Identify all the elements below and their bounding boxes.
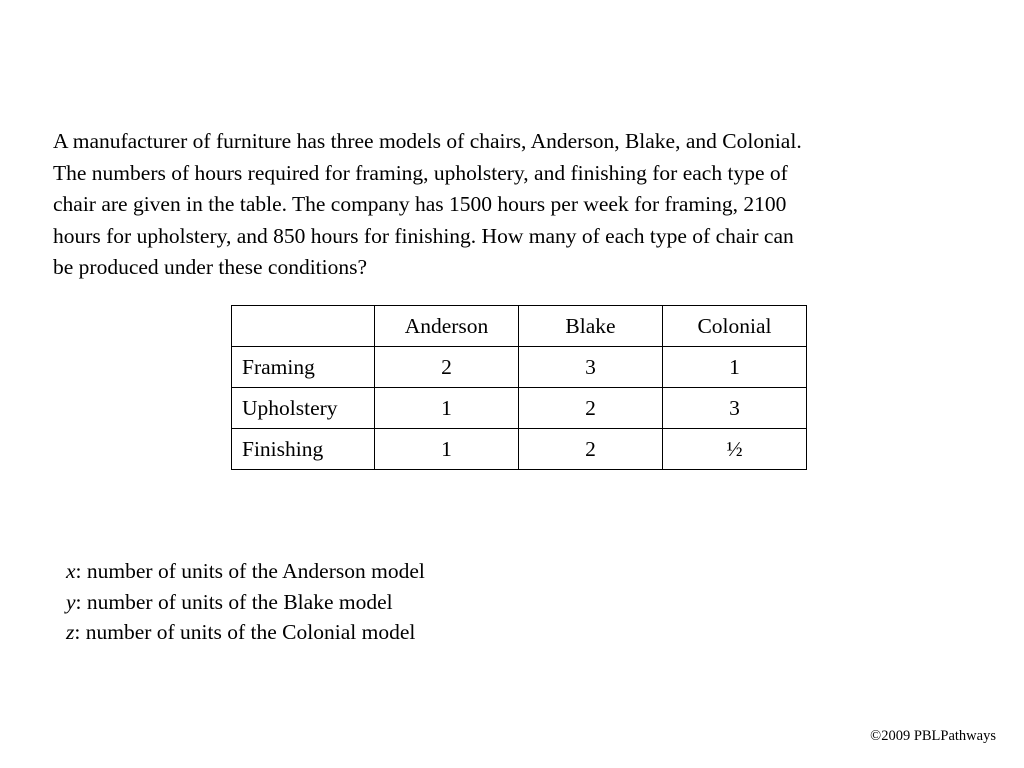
row-label-upholstery: Upholstery <box>232 388 375 429</box>
table-corner-cell <box>232 306 375 347</box>
column-header-blake: Blake <box>519 306 663 347</box>
column-header-anderson: Anderson <box>375 306 519 347</box>
table-cell: 2 <box>375 347 519 388</box>
problem-line: A manufacturer of furniture has three models of chairs, Anderson, Blake, and Colonial. <box>53 129 802 153</box>
variable-description: : number of units of the Colonial model <box>74 620 416 644</box>
table-cell: 1 <box>375 388 519 429</box>
table-header-row <box>232 306 807 347</box>
table-cell: 2 <box>519 429 663 470</box>
table-cell: 1 <box>375 429 519 470</box>
variable-definition-x <box>66 556 425 587</box>
table-row-upholstery <box>232 388 807 429</box>
row-label-framing: Framing <box>232 347 375 388</box>
table-cell: ½ <box>663 429 807 470</box>
table-cell: 1 <box>663 347 807 388</box>
variable-definitions <box>66 556 425 648</box>
variable-description: : number of units of the Blake model <box>75 589 393 614</box>
column-header-colonial: Colonial <box>663 306 807 347</box>
problem-line: be produced under these conditions? <box>53 255 368 280</box>
copyright-notice: ©2009 PBLPathways <box>870 728 996 744</box>
table-cell: 2 <box>519 388 663 429</box>
hours-table <box>231 305 807 470</box>
problem-line: hours for upholstery, and 850 hours for finishing. How many of each type of chair can <box>53 223 794 248</box>
problem-line: The numbers of hours required for framing, upholstery, and finishing for each type of <box>53 160 788 185</box>
table-cell: 3 <box>663 388 807 429</box>
variable-symbol: x <box>66 559 76 583</box>
problem-statement <box>53 126 973 284</box>
table-row-framing <box>232 347 807 388</box>
variable-symbol: y <box>66 589 76 614</box>
table-row-finishing <box>232 429 807 470</box>
variable-description: : number of units of the Anderson model <box>75 559 425 583</box>
problem-line: chair are given in the table. The company has 1500 hours per week for framing, 2100 <box>53 192 787 217</box>
variable-symbol: z <box>66 620 75 644</box>
row-label-finishing: Finishing <box>232 429 375 470</box>
table-cell: 3 <box>519 347 663 388</box>
variable-definition-z <box>66 617 425 648</box>
variable-definition-y <box>66 587 425 618</box>
